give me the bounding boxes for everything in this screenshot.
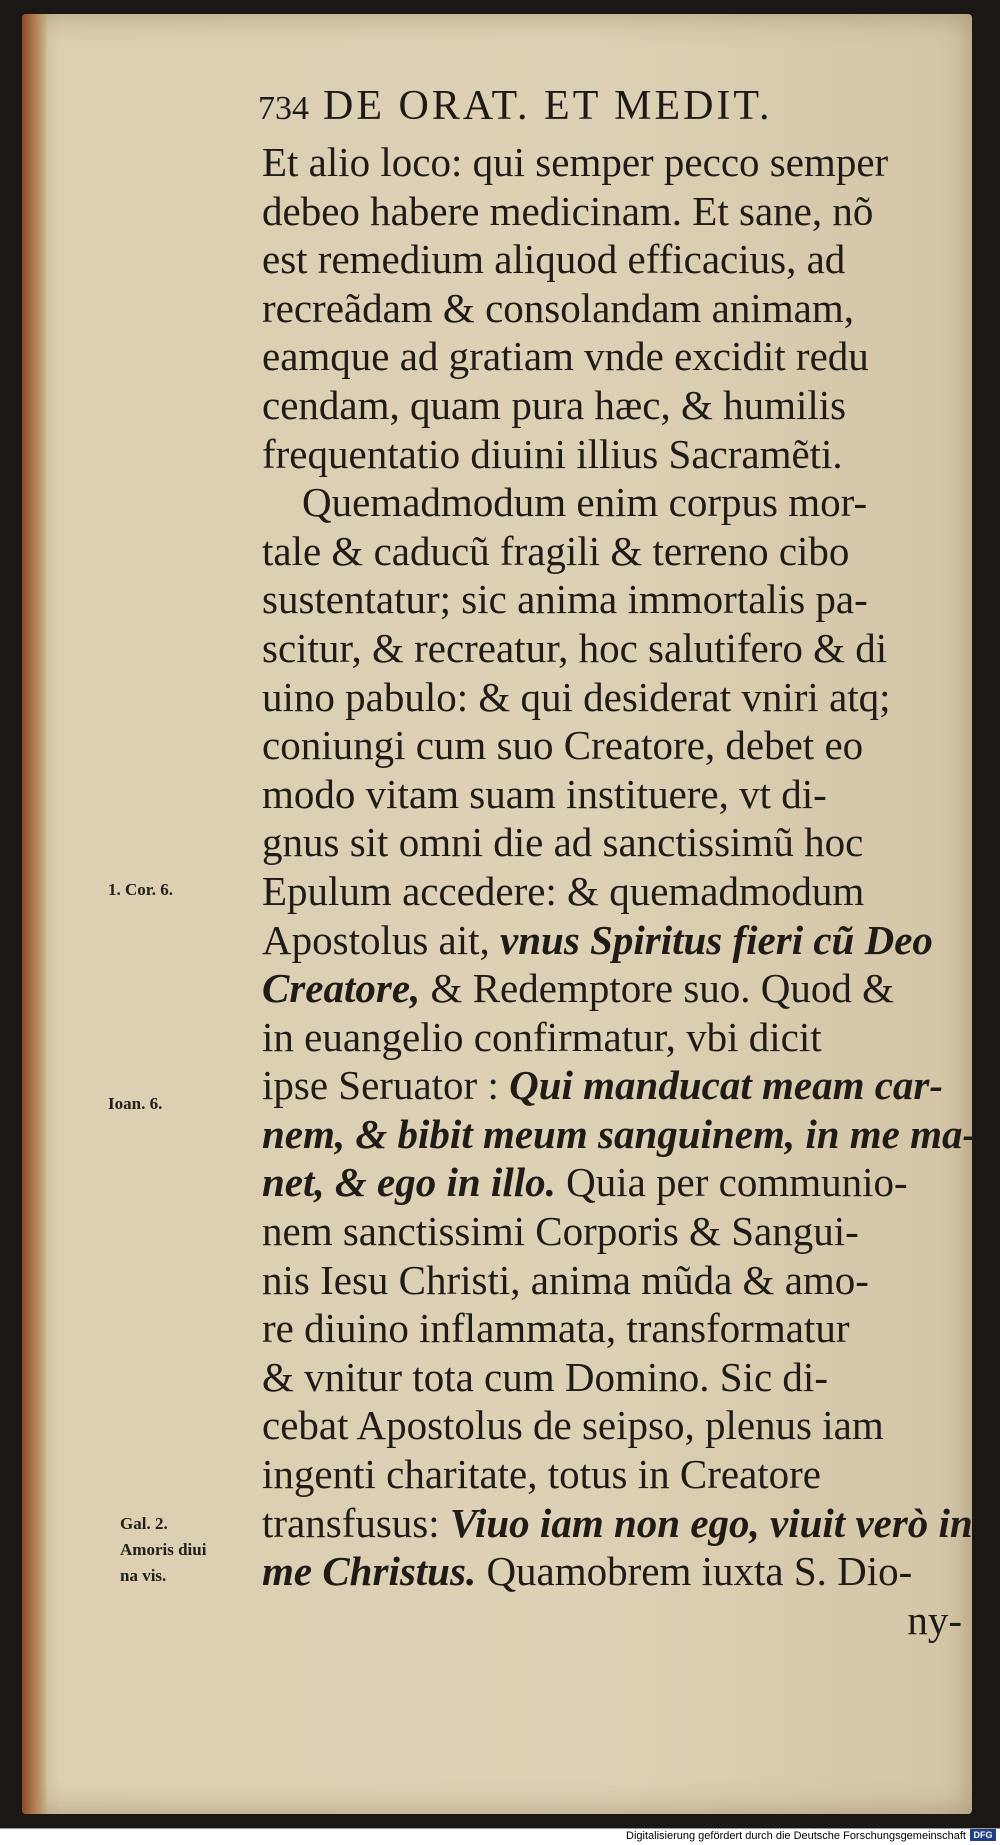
text-line (262, 1256, 962, 1305)
text-line (262, 575, 962, 624)
body-text (262, 138, 977, 1644)
italic-quote: Viuo iam non ego, viuit verò in (449, 1499, 973, 1546)
dfg-logo-icon: DFG (970, 1829, 996, 1841)
footer-credit: Digitalisierung gefördert durch die Deutsche Forschungsgemeinschaft (626, 1830, 966, 1842)
text-line (262, 332, 962, 381)
text-line (262, 430, 962, 479)
line-text: gnus sit omni die ad sanctissimũ hoc (262, 819, 864, 866)
line-text: frequentatio diuini illius Sacramẽti. (262, 430, 843, 477)
line-text: ipse Seruator : (262, 1062, 510, 1109)
text-line (262, 381, 962, 430)
margin-note-amoris: Amoris diui (120, 1540, 207, 1559)
text-line (262, 1596, 962, 1645)
text-line (262, 1304, 962, 1353)
text-line (262, 1207, 962, 1256)
line-text: uino pabulo: & qui desiderat vniri atq; (262, 673, 891, 720)
text-line (262, 1110, 977, 1159)
line-text: sustentatur; sic anima immortalis pa- (262, 576, 868, 623)
line-text: transfusus: (262, 1499, 450, 1546)
italic-quote: vnus Spiritus fieri cũ Deo (500, 916, 933, 963)
text-line (262, 1401, 962, 1450)
text-line (262, 673, 962, 722)
line-text: cendam, quam pura hæc, & humilis (262, 381, 847, 428)
text-line (262, 624, 962, 673)
line-text: Epulum accedere: & quemadmodum (262, 867, 865, 914)
line-text: nis Iesu Christi, anima mũda & amo- (262, 1256, 869, 1303)
italic-quote: me Christus. (262, 1548, 477, 1595)
margin-note-vis: na vis. (120, 1566, 167, 1585)
line-text: cebat Apostolus de seipso, plenus iam (262, 1402, 884, 1449)
line-text: in euangelio confirmatur, vbi dicit (262, 1013, 822, 1060)
line-text: Apostolus ait, (262, 916, 501, 963)
line-text: ingenti charitate, totus in Creatore (262, 1451, 822, 1498)
running-header (258, 82, 898, 132)
text-line (262, 964, 962, 1013)
line-text: Quemadmodum enim corpus mor- (302, 479, 868, 526)
line-text: nem sanctissimi Corporis & Sangui- (262, 1208, 859, 1255)
text-line (262, 1547, 962, 1596)
text-line (262, 721, 962, 770)
text-line (262, 1061, 962, 1110)
line-text: Quamobrem iuxta S. Dio- (476, 1548, 913, 1595)
margin-note-gal: Gal. 2. (120, 1514, 168, 1533)
text-line (262, 818, 962, 867)
margin-note-cor: 1. Cor. 6. (108, 880, 174, 899)
line-text: recreãdam & consolandam animam, (262, 284, 854, 331)
line-text: scitur, & recreatur, hoc salutifero & di (262, 624, 888, 671)
text-line (262, 235, 962, 284)
text-line (262, 284, 962, 333)
line-text: eamque ad gratiam vnde excidit redu (262, 333, 869, 380)
text-line (262, 1499, 973, 1548)
line-text: & vnitur tota cum Domino. Sic di- (262, 1353, 828, 1400)
line-text: debeo habere medicinam. Et sane, nõ (262, 187, 874, 234)
text-line (262, 1353, 962, 1402)
text-line (262, 770, 962, 819)
line-text: tale & caducũ fragili & terreno cibo (262, 527, 850, 574)
margin-note-ioan: Ioan. 6. (108, 1094, 163, 1113)
text-line (262, 916, 962, 965)
text-line (262, 478, 962, 527)
line-text: coniungi cum suo Creatore, debet eo (262, 722, 864, 769)
line-text: est remedium aliquod efficacius, ad (262, 236, 846, 283)
line-text: ny- (907, 1596, 962, 1643)
text-line (262, 1450, 962, 1499)
line-text: Et alio loco: qui semper pecco semper (262, 139, 889, 185)
italic-quote: net, & ego in illo. (262, 1159, 556, 1206)
line-text: & Redemptore suo. Quod & (420, 965, 895, 1012)
page-edge (22, 14, 48, 1814)
italic-quote: Creatore, (262, 965, 421, 1012)
page-number: 734 (258, 90, 309, 127)
running-title: DE ORAT. ET MEDIT. (323, 83, 773, 129)
italic-quote: nem, & bibit meum sanguinem, in me ma- (262, 1110, 977, 1157)
italic-quote: Qui manducat meam car- (509, 1062, 944, 1109)
text-line (262, 138, 962, 187)
text-line (262, 527, 962, 576)
text-line (262, 867, 962, 916)
text-line (262, 187, 962, 236)
line-text: modo vitam suam instituere, vt di- (262, 770, 827, 817)
text-line (262, 1158, 962, 1207)
line-text: re diuino inflammata, transformatur (262, 1305, 850, 1352)
line-text: Quia per communio- (555, 1159, 908, 1206)
text-line (262, 1013, 962, 1062)
